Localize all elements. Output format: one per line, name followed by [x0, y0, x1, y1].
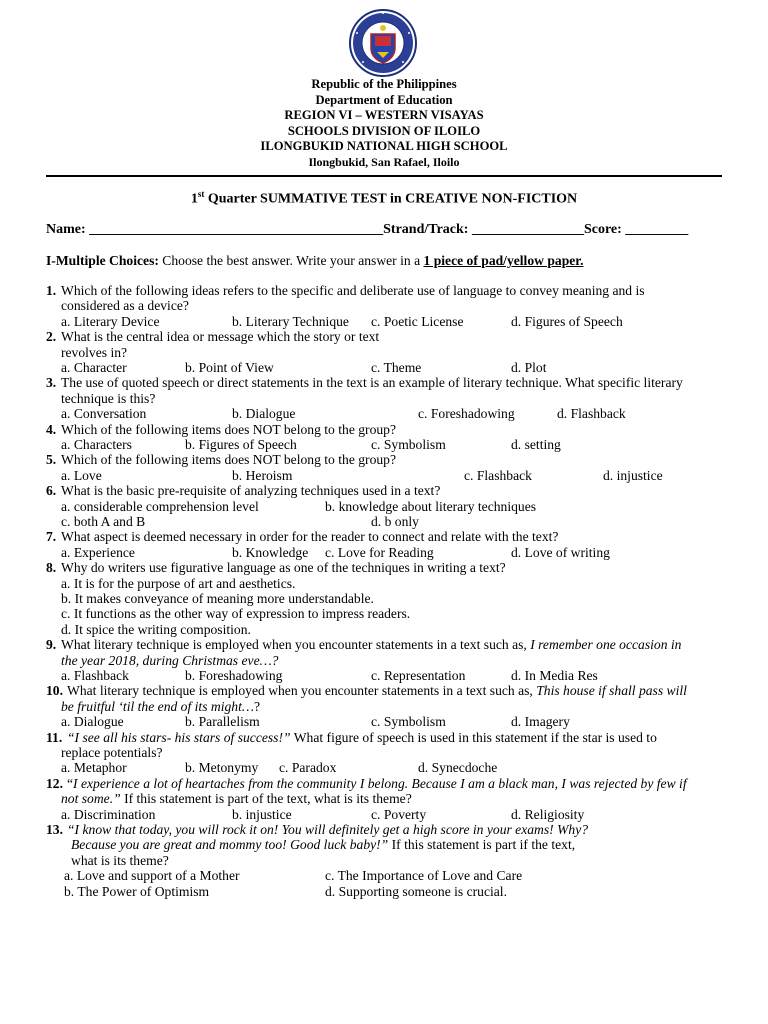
option-c: c. both A and B: [61, 514, 146, 529]
header-line-division: SCHOOLS DIVISION OF ILOILO: [287, 123, 481, 138]
question-number: 11.: [46, 729, 63, 745]
option-c: c. It functions as the other way of expression to impress readers.: [61, 606, 411, 622]
option-c: c. Flashback: [464, 467, 532, 483]
options-row: [46, 314, 726, 329]
option-a: a. Experience: [61, 544, 135, 560]
question-1: [46, 283, 726, 329]
question-text: What literary technique is employed when you encounter statements in a text such as,: [61, 637, 531, 653]
question-3: [46, 375, 726, 421]
school-header: [0, 77, 768, 171]
option-a: a. Character: [61, 360, 127, 376]
question-13: [46, 822, 726, 899]
question-number: 3.: [46, 375, 57, 391]
option-b: b. Foreshadowing: [185, 667, 283, 683]
deped-seal-icon: [345, 8, 421, 78]
option-c: c. Theme: [371, 360, 422, 376]
option-a: a. Conversation: [61, 406, 147, 422]
options-row: [46, 545, 726, 560]
question-text: What aspect is deemed necessary in order for the reader to connect and relate with the text?: [61, 529, 559, 545]
instruction-prefix: I-Multiple Choices:: [46, 253, 159, 268]
question-number: 10.: [46, 683, 63, 699]
question-8: [46, 560, 726, 637]
question-text: Which of the following ideas refers to the specific and deliberate use of language to convey meaning and is: [61, 283, 645, 298]
instruction-underlined: 1 piece of pad/yellow paper.: [423, 253, 584, 268]
question-quote-mark: “: [67, 775, 74, 791]
question-number: 7.: [46, 529, 57, 545]
question-2: [46, 329, 726, 375]
question-5: [46, 452, 726, 483]
options-row: [46, 714, 726, 729]
option-b: b. Figures of Speech: [185, 437, 297, 453]
option-c: c. Poverty: [371, 806, 427, 822]
question-text: If this statement is part of the text, what is its theme?: [120, 791, 412, 807]
options-row: [46, 437, 726, 452]
question-text: replace potentials?: [61, 744, 163, 760]
option-a: a. Love: [61, 467, 102, 483]
option-b: b. Dialogue: [232, 406, 296, 422]
option-c: c. The Importance of Love and Care: [325, 868, 523, 884]
option-d: d. It spice the writing composition.: [61, 621, 251, 637]
question-11: [46, 730, 726, 776]
question-number: 8.: [46, 560, 57, 576]
header-line-republic: Republic of the Philippines: [311, 77, 457, 91]
question-number: 2.: [46, 329, 57, 345]
question-quote: I remember one occasion in: [530, 637, 682, 653]
question-number: 4.: [46, 421, 57, 437]
option-a: a. Metaphor: [61, 760, 127, 776]
option-a: a. Discrimination: [61, 806, 156, 822]
header-line-school: ILONGBUKID NATIONAL HIGH SCHOOL: [260, 139, 508, 154]
question-quote: This house if shall pass will: [536, 683, 687, 699]
options-row: [46, 884, 726, 899]
title-text: Quarter SUMMATIVE TEST in CREATIVE NON-FICTION: [204, 191, 578, 207]
header-divider: [46, 175, 722, 177]
question-text: revolves in?: [61, 344, 128, 360]
question-quote: the year 2018, during Christmas eve…?: [61, 652, 279, 668]
question-text: considered as a device?: [61, 298, 189, 314]
option-b: b. It makes conveyance of meaning more understandable.: [61, 590, 374, 606]
option-c: c. Poetic License: [371, 313, 464, 329]
option-c: c. Love for Reading: [325, 544, 434, 560]
question-text: Which of the following items does NOT belong to the group?: [61, 421, 396, 437]
options-row: [46, 468, 726, 483]
option-b: b. The Power of Optimism: [64, 883, 210, 899]
question-number: 9.: [46, 637, 57, 653]
option-b: b. knowledge about literary techniques: [325, 498, 537, 514]
question-text: What is the basic pre-requisite of analyzing techniques used in a text?: [61, 483, 441, 499]
question-quote: not some.”: [61, 791, 121, 807]
question-text: what is its theme?: [71, 852, 169, 868]
question-6: [46, 483, 726, 529]
question-text: The use of quoted speech or direct statements in the text is an example of literary technique. What specific literary: [61, 375, 683, 391]
question-4: [46, 422, 726, 453]
option-a: a. Love and support of a Mother: [64, 868, 240, 884]
question-text: technique is this?: [61, 390, 156, 406]
option-a: a. considerable comprehension level: [61, 498, 259, 514]
option-d: d. Imagery: [511, 714, 570, 730]
question-quote: “I see all his stars- his stars of success!”: [67, 729, 291, 745]
question-quote: be fruitful ‘til the end of its might…: [61, 698, 254, 714]
header-line-department: Department of Education: [315, 92, 453, 107]
question-quote: I experience a lot of heartaches from the community I belong. Because I am a black man, I was rejected by few if: [73, 775, 687, 791]
name-strand-score-line[interactable]: Name: __________________________________________Strand/Track: ________________Score: _________: [46, 222, 689, 237]
question-text: ?: [253, 698, 260, 714]
question-9: [46, 637, 726, 683]
options-row: [46, 760, 726, 775]
question-number: 1.: [46, 283, 57, 298]
option-b: b. Heroism: [232, 467, 293, 483]
option-d: d. Flashback: [557, 406, 626, 422]
header-address: Ilongbukid, San Rafael, Iloilo: [308, 154, 460, 169]
option-d: d. b only: [371, 514, 419, 529]
question-text: What is the central idea or message which the story or text: [61, 329, 380, 345]
question-text: Which of the following items does NOT belong to the group?: [61, 452, 396, 468]
option-b: b. Metonymy: [185, 760, 259, 776]
option-b: b. Point of View: [185, 360, 274, 376]
option-d: d. Religiosity: [511, 806, 585, 822]
option-a: a. Characters: [61, 437, 132, 453]
option-b: b. Knowledge: [232, 544, 309, 560]
option-c: c. Symbolism: [371, 437, 446, 453]
option-d: d. Figures of Speech: [511, 313, 623, 329]
option-d: d. In Media Res: [511, 667, 598, 683]
question-list: [46, 283, 726, 899]
options-block: [46, 576, 726, 638]
question-7: [46, 529, 726, 560]
option-a: a. It is for the purpose of art and aesthetics.: [61, 575, 296, 591]
option-c: c. Symbolism: [371, 714, 446, 730]
options-row: [46, 499, 726, 514]
options-row: [46, 514, 726, 529]
question-text: If this statement is part if the text,: [388, 837, 576, 853]
question-10: [46, 683, 726, 729]
question-number: 12.: [46, 775, 63, 791]
question-number: 5.: [46, 452, 57, 468]
title-number: 1: [190, 191, 198, 207]
options-row: [46, 807, 726, 822]
option-d: d. injustice: [603, 467, 663, 483]
option-d: d. Supporting someone is crucial.: [325, 883, 507, 899]
option-c: c. Representation: [371, 667, 466, 683]
header-line-region: REGION VI – WESTERN VISAYAS: [284, 108, 484, 123]
option-a: a. Literary Device: [61, 313, 160, 329]
question-text: What literary technique is employed when you encounter statements in a text such as,: [67, 683, 537, 699]
option-b: b. injustice: [232, 806, 292, 822]
option-d: d. setting: [511, 437, 561, 453]
option-c: c. Foreshadowing: [418, 406, 515, 422]
option-a: a. Flashback: [61, 667, 129, 683]
options-row: [46, 360, 726, 375]
option-d: d. Synecdoche: [418, 760, 498, 776]
option-a: a. Dialogue: [61, 714, 124, 730]
option-d: d. Plot: [511, 360, 547, 376]
options-row: [46, 868, 726, 883]
question-quote: “I know that today, you will rock it on! You will definitely get a high score in your exams! Why?: [67, 821, 589, 837]
option-b: b. Literary Technique: [232, 313, 349, 329]
instruction-line: [46, 253, 726, 269]
options-row: [46, 406, 726, 421]
title-ordinal: st: [197, 189, 205, 199]
question-text: Why do writers use figurative language as one of the techniques in writing a text?: [61, 560, 506, 576]
instruction-text: Choose the best answer. Write your answer in a: [158, 253, 424, 268]
question-quote: Because you are great and mommy too! Good luck baby!”: [71, 837, 389, 853]
option-c: c. Paradox: [279, 760, 337, 776]
option-d: d. Love of writing: [511, 544, 610, 560]
option-b: b. Parallelism: [185, 714, 260, 730]
options-row: [46, 668, 726, 683]
question-number: 6.: [46, 483, 57, 499]
question-12: [46, 776, 726, 822]
question-number: 13.: [46, 821, 63, 837]
test-title: [0, 189, 768, 208]
question-text: What figure of speech is used in this statement if the star is used to: [290, 729, 657, 745]
